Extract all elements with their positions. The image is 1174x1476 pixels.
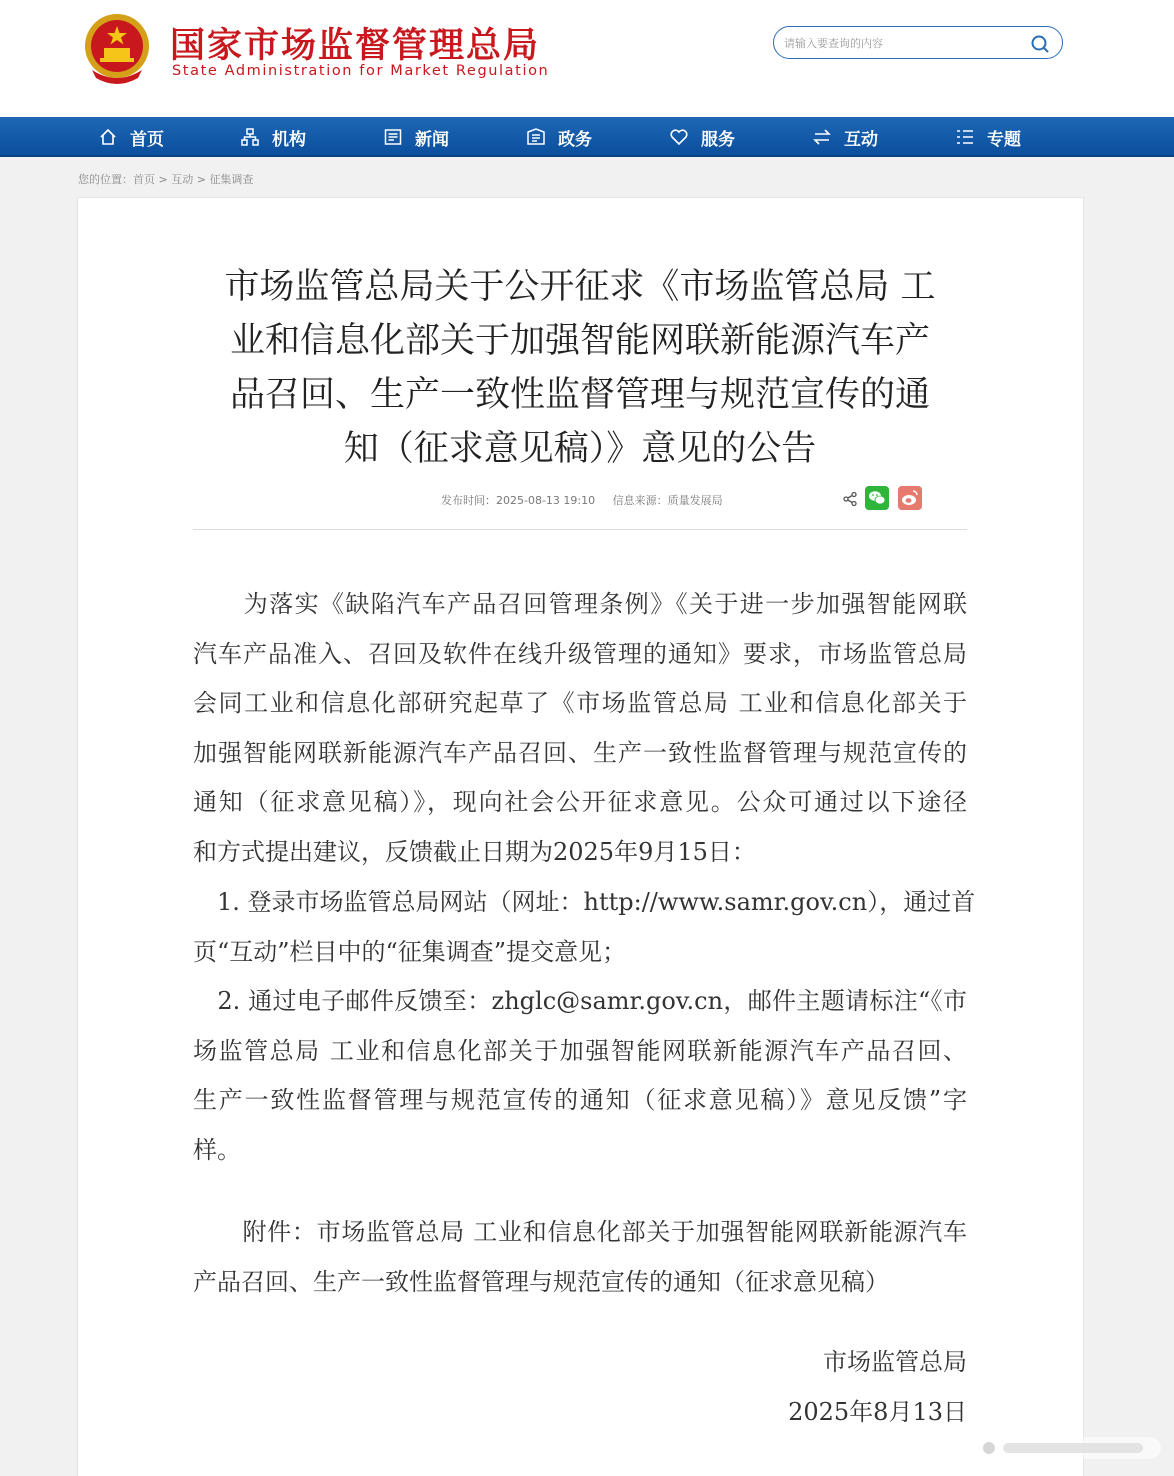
paragraph-line: 页“互动”栏目中的“征集调查”提交意见； [193, 937, 627, 966]
nav-label: 政务 [558, 129, 592, 150]
title-line: 市场监管总局关于公开征求《市场监管总局 工 [224, 267, 936, 307]
search-input[interactable] [784, 33, 1024, 53]
main-nav [0, 117, 1174, 157]
breadcrumb [78, 171, 253, 187]
breadcrumb-home[interactable]: 首页 [133, 173, 155, 186]
title-divider [193, 529, 967, 530]
list-icon [955, 127, 975, 147]
weibo-icon[interactable] [898, 486, 922, 510]
info-source: 信息来源：质量发展局 [612, 494, 723, 507]
nav-item-topics[interactable] [955, 117, 1021, 157]
paragraph-line: 生产一致性监督管理与规范宣传的通知（征求意见稿）》意见反馈”字 [193, 1086, 967, 1115]
share-icon[interactable] [842, 491, 858, 507]
breadcrumb-interaction[interactable]: 互动 [171, 173, 194, 186]
org-chart-icon [240, 127, 260, 147]
signature-date: 2025年8月13日 [788, 1397, 967, 1426]
nav-item-gov-affairs[interactable] [526, 117, 592, 157]
nav-label: 专题 [987, 129, 1021, 150]
nav-item-news[interactable] [383, 117, 449, 157]
paragraph-line: 1. 登录市场监管总局网站（网址：http://www.samr.gov.cn），通过首 [193, 888, 976, 916]
breadcrumb-separator: > [155, 173, 172, 186]
article-signature [193, 1338, 967, 1437]
paragraph-line: 2. 通过电子邮件反馈至：zhglc@samr.gov.cn，邮件主题请标注“《市 [193, 987, 967, 1015]
attachment-line[interactable]: 产品召回、生产一致性监督管理与规范宣传的通知（征求意见稿） [193, 1267, 889, 1296]
nav-item-home[interactable] [98, 117, 164, 157]
nav-label: 首页 [130, 129, 164, 150]
paragraph-line: 场监管总局 工业和信息化部关于加强智能网联新能源汽车产品召回、 [193, 1036, 967, 1065]
article-paragraph [193, 580, 967, 878]
breadcrumb-separator: > [193, 173, 210, 186]
paragraph-line: 会同工业和信息化部研究起草了《市场监管总局 工业和信息化部关于 [193, 689, 967, 718]
article-attachment [193, 1208, 967, 1307]
article-list-item-2 [193, 977, 967, 1175]
paragraph-line: 和方式提出建议，反馈截止日期为2025年9月15日： [193, 837, 756, 866]
attachment-line[interactable]: 附件：市场监管总局 工业和信息化部关于加强智能网联新能源汽车 [193, 1218, 967, 1246]
national-emblem-icon[interactable] [80, 12, 154, 86]
nav-label: 新闻 [415, 129, 449, 150]
heart-icon [669, 127, 689, 147]
article-list-item-1 [193, 878, 976, 977]
exchange-arrows-icon [812, 127, 832, 147]
home-icon [98, 127, 118, 147]
breadcrumb-prefix: 您的位置： [78, 173, 133, 186]
paragraph-line: 加强智能网联新能源汽车产品召回、生产一致性监督管理与规范宣传的 [193, 738, 967, 767]
wechat-icon[interactable] [865, 486, 889, 510]
site-subtitle: State Administration for Market Regulation [172, 63, 550, 79]
search-icon[interactable] [1030, 34, 1050, 54]
title-line: 品召回、生产一致性监督管理与规范宣传的通 [229, 375, 930, 415]
nav-label: 机构 [272, 129, 306, 150]
paragraph-line: 汽车产品准入、召回及软件在线升级管理的通知》要求，市场监管总局 [193, 639, 967, 668]
signature-org: 市场监管总局 [823, 1348, 967, 1376]
nav-item-org[interactable] [240, 117, 306, 157]
search-box [773, 26, 1063, 59]
nav-item-interaction[interactable] [812, 117, 878, 157]
site-title[interactable]: 国家市场监督管理总局 [170, 26, 541, 66]
site-header [0, 0, 1174, 117]
publish-time: 发布时间：2025-08-13 19:10 [441, 494, 596, 507]
nav-item-services[interactable] [669, 117, 735, 157]
article-meta [441, 492, 737, 508]
paragraph-line: 为落实《缺陷汽车产品召回管理条例》《关于进一步加强智能网联 [193, 590, 967, 618]
title-line: 业和信息化部关于加强智能网联新能源汽车产 [229, 321, 930, 361]
nav-label: 服务 [701, 129, 735, 150]
paragraph-line: 样。 [193, 1135, 241, 1164]
government-icon [526, 127, 546, 147]
title-line: 知（征求意见稿）》意见的公告 [343, 429, 817, 469]
paragraph-line: 通知（征求意见稿）》，现向社会公开征求意见。公众可通过以下途径 [193, 788, 967, 817]
article-title [193, 260, 967, 476]
watermark-logo-icon [975, 1433, 1161, 1463]
breadcrumb-survey[interactable]: 征集调查 [209, 173, 254, 186]
newspaper-icon [383, 127, 403, 147]
nav-label: 互动 [844, 129, 878, 150]
